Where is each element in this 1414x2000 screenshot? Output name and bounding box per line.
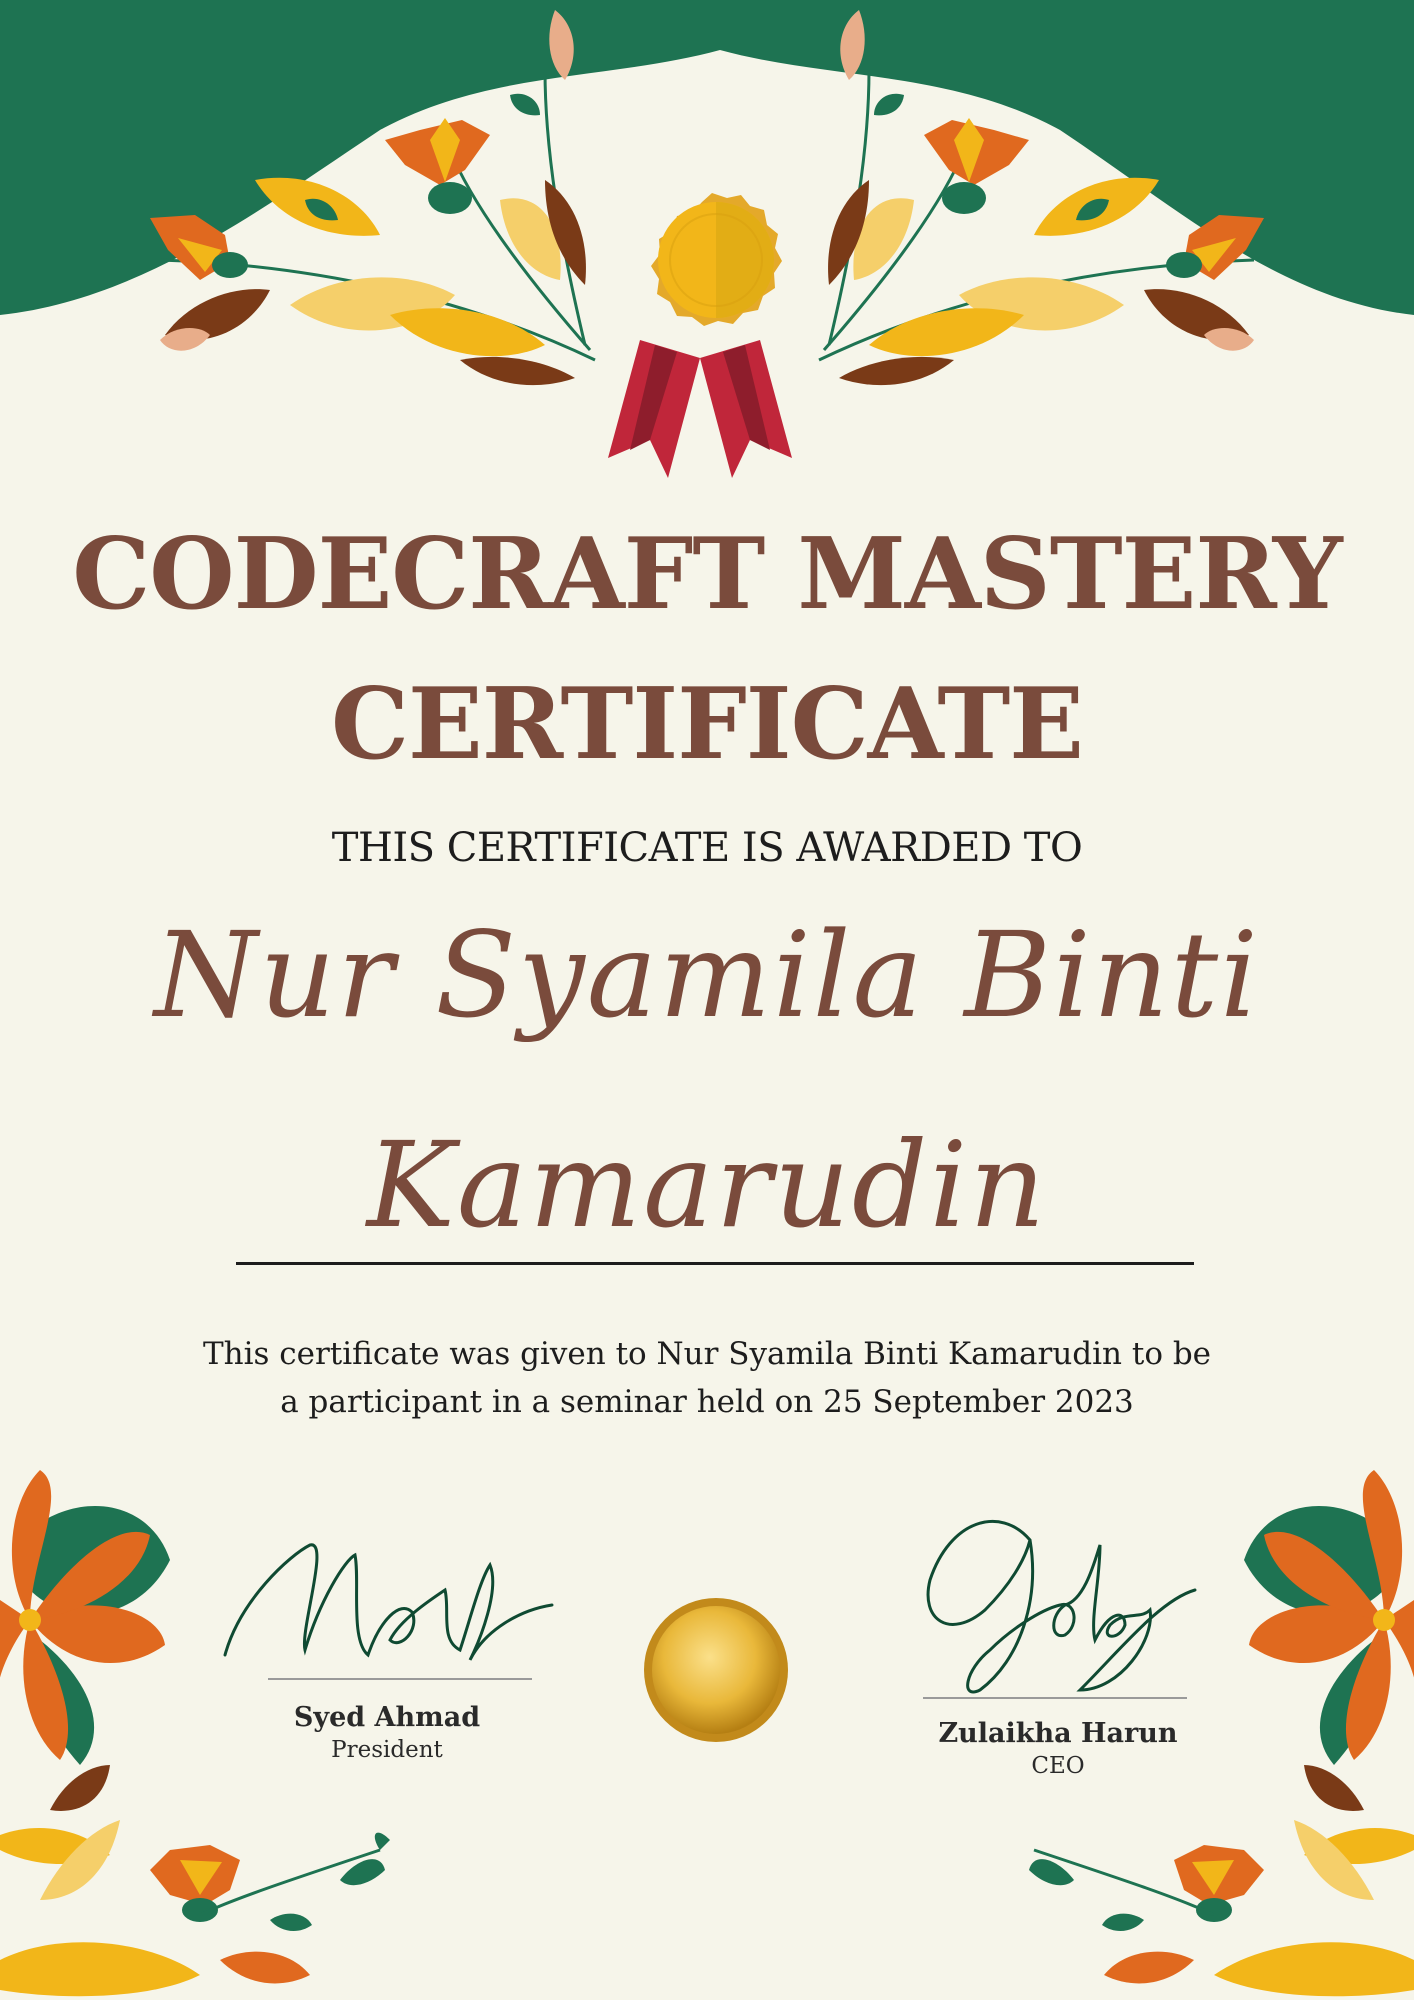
certificate-title-line1: CODECRAFT MASTERY xyxy=(72,517,1342,632)
recipient-name-line1: Nur Syamila Binti xyxy=(154,906,1260,1044)
signatory-role: CEO xyxy=(1031,1753,1085,1779)
signatory-ceo xyxy=(918,1718,1198,1779)
signatory-role: President xyxy=(331,1737,443,1763)
recipient-underline xyxy=(236,1262,1194,1265)
signature-malif xyxy=(225,1545,552,1660)
signatory-name: Syed Ahmad xyxy=(293,1702,481,1733)
award-ribbon-medal xyxy=(608,193,792,478)
header-decoration xyxy=(0,0,1414,480)
awarded-to-heading: THIS CERTIFICATE IS AWARDED TO xyxy=(331,825,1083,871)
signature-goby xyxy=(928,1521,1195,1692)
certificate-description: This certificate was given to Nur Syamila Binti Kamarudin to be a participant in a seminar held on 25 September 2023 xyxy=(202,1336,1212,1420)
signature-line-left xyxy=(268,1678,532,1680)
gold-seal xyxy=(644,1598,788,1742)
recipient-name-line2: Kamarudin xyxy=(366,1116,1048,1254)
signatory-president xyxy=(252,1702,522,1763)
signature-line-right xyxy=(923,1697,1187,1699)
signatory-name: Zulaikha Harun xyxy=(938,1718,1178,1749)
certificate-title-line2: CERTIFICATE xyxy=(331,667,1083,782)
